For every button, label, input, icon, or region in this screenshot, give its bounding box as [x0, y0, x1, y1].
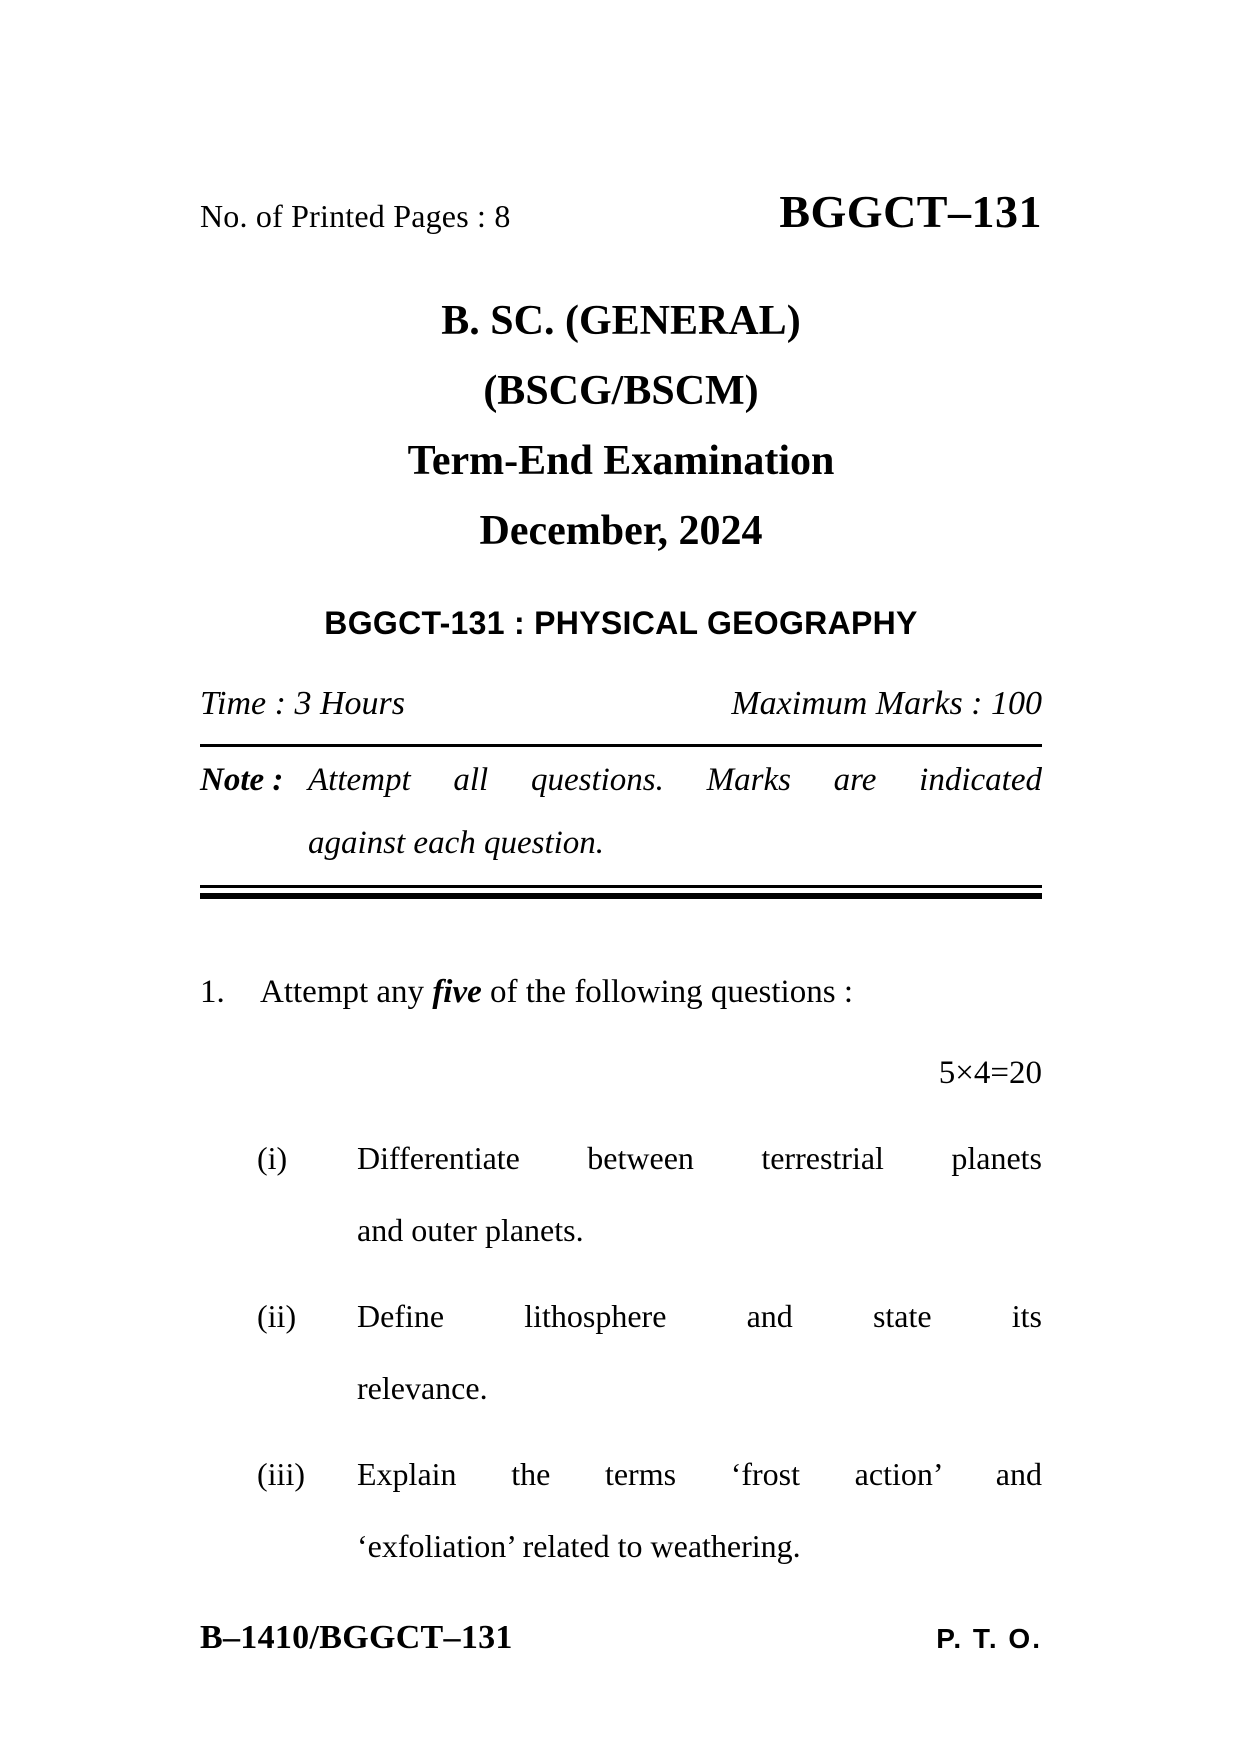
time-allowed: Time : 3 Hours: [200, 685, 405, 722]
question-instruction: [260, 974, 1042, 1012]
note-line-2: against each question.: [308, 825, 605, 861]
subquestion-line-1: Explain the terms ‘frost action’ and: [357, 1456, 1042, 1492]
title-exam-session: December, 2024: [479, 508, 763, 554]
booklet-code: B–1410/BGGCT–131: [200, 1619, 513, 1656]
note-text: [308, 749, 1042, 875]
note-line-1: Attempt all questions. Marks are indicated: [308, 762, 1042, 798]
subquestion-list: [200, 1122, 1042, 1596]
subquestion-number: (ii): [257, 1298, 297, 1334]
note-label: Note :: [200, 762, 284, 798]
subquestion-line-1: Differentiate between terrestrial planets: [357, 1140, 1042, 1176]
instruction-prefix: Attempt any: [260, 974, 433, 1010]
printed-pages-label: No. of Printed Pages : 8: [200, 198, 511, 234]
page-header-row: [200, 185, 1042, 238]
list-item: [200, 1122, 1042, 1266]
subquestion-text: [357, 1122, 1042, 1266]
subquestion-line-2: ‘exfoliation’ related to weathering.: [357, 1528, 801, 1564]
maximum-marks: Maximum Marks : 100: [731, 685, 1042, 722]
subject-title: BGGCT-131 : PHYSICAL GEOGRAPHY: [324, 605, 918, 641]
instruction-emphasis: five: [432, 974, 482, 1010]
pto-label: P. T. O.: [936, 1623, 1042, 1654]
subquestion-number: (i): [257, 1140, 288, 1176]
question-1-heading: [200, 974, 1042, 1012]
subquestion-line-1: Define lithosphere and state its: [357, 1298, 1042, 1334]
instruction-suffix: of the following questions :: [481, 974, 853, 1010]
subquestion-text: [357, 1280, 1042, 1424]
subquestion-text: [357, 1438, 1042, 1582]
divider-rule: [200, 744, 1042, 747]
title-exam-type: Term-End Examination: [407, 438, 835, 484]
title-program: B. SC. (GENERAL): [441, 298, 801, 344]
note-block: [200, 749, 1042, 875]
time-marks-row: [200, 687, 1042, 721]
list-item: [200, 1438, 1042, 1582]
double-divider-rule: [200, 885, 1042, 899]
subquestion-number: (iii): [257, 1456, 305, 1492]
paper-code: BGGCT–131: [779, 186, 1042, 237]
page-footer-row: [200, 1619, 1042, 1657]
question-number: 1.: [200, 974, 225, 1010]
title-program-codes: (BSCG/BSCM): [483, 368, 759, 414]
subquestion-line-2: relevance.: [357, 1370, 488, 1406]
list-item: [200, 1280, 1042, 1424]
marks-expression: 5×4=20: [938, 1055, 1042, 1091]
subquestion-line-2: and outer planets.: [357, 1212, 584, 1248]
